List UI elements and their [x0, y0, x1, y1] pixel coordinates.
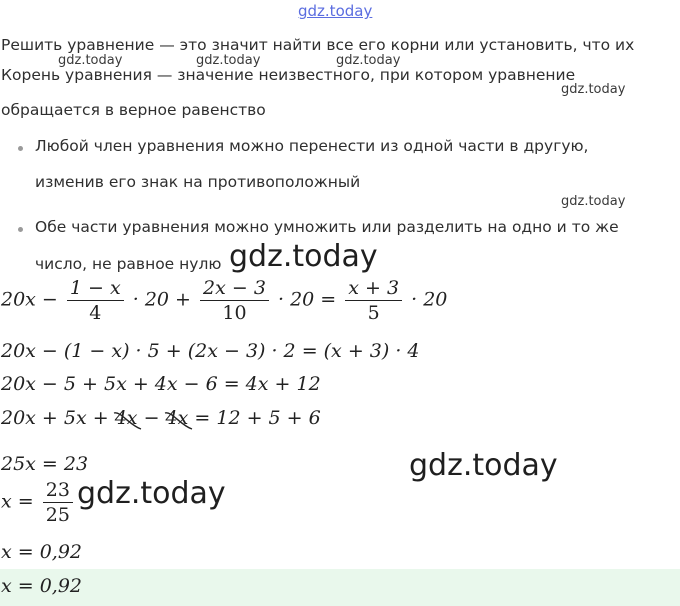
eq1-f3-denominator: 5 [367, 302, 380, 324]
equation-6 [1, 478, 76, 527]
definition-line-3: обращается в верное равенство [1, 101, 266, 119]
watermark-big: gdz.today [409, 448, 558, 483]
watermark-small: gdz.today [336, 53, 401, 68]
answer-highlight [0, 569, 680, 606]
eq1-part-d: · 20 [411, 288, 448, 311]
watermark-small: gdz.today [58, 53, 123, 68]
eq1-f3-numerator: x + 3 [348, 277, 400, 299]
eq1-part-a: 20x − [1, 288, 58, 311]
cancelled-term [115, 407, 144, 429]
watermark-small: gdz.today [196, 53, 261, 68]
equation-3: 20x − 5 + 5x + 4x − 6 = 4x + 12 [1, 373, 321, 395]
eq6-fraction [43, 478, 73, 527]
eq1-fraction-3 [345, 276, 402, 325]
cancelled-term-text: 4x [165, 407, 189, 429]
eq1-fraction-2 [200, 276, 269, 325]
watermark-small: gdz.today [561, 82, 626, 97]
equation-5: 25x = 23 [1, 453, 89, 475]
eq1-f1-denominator: 4 [89, 302, 102, 324]
rule-1-line-1: Любой член уравнения можно перенести из одной части в другую, [35, 137, 589, 155]
equation-2: 20x − (1 − x) · 5 + (2x − 3) · 2 = (x + 3) · 4 [1, 340, 420, 362]
eq4-part-c: = 12 + 5 + 6 [194, 407, 321, 429]
eq6-lhs: x = [1, 490, 34, 513]
watermark-small: gdz.today [561, 194, 626, 209]
definition-line-2: Корень уравнения — значение неизвестного, при котором уравнение [1, 66, 576, 84]
strikethrough-mark [113, 409, 143, 431]
strikethrough-mark [164, 409, 194, 431]
rule-2-line-1: Обе части уравнения можно умножить или разделить на одно и то же [35, 218, 619, 236]
cancelled-term-text: 4x [114, 407, 138, 429]
equation-4 [1, 407, 321, 429]
eq1-f1-numerator: 1 − x [69, 277, 121, 299]
watermark-top: gdz.today [298, 2, 373, 20]
watermark-big: gdz.today [229, 239, 378, 274]
eq4-part-b: − [143, 407, 160, 429]
equation-1 [1, 276, 447, 325]
eq4-part-a: 20x + 5x + [1, 407, 109, 429]
watermark-big: gdz.today [77, 476, 226, 511]
eq1-f2-denominator: 10 [222, 302, 247, 324]
rule-1-line-2: изменив его знак на противоположный [35, 173, 361, 191]
eq6-denominator: 25 [45, 504, 70, 526]
final-answer: x = 0,92 [1, 575, 83, 597]
equation-7: x = 0,92 [1, 541, 83, 563]
eq1-part-b: · 20 + [132, 288, 191, 311]
rule-2-line-2: число, не равное нулю [35, 255, 222, 273]
bullet-dot [18, 227, 23, 232]
eq1-fraction-1 [67, 276, 124, 325]
eq1-f2-numerator: 2x − 3 [203, 277, 266, 299]
eq1-part-c: · 20 = [277, 288, 337, 311]
definition-line-1: Решить уравнение — это значит найти все его корни или установить, что их [1, 36, 635, 54]
eq6-numerator: 23 [45, 479, 70, 501]
cancelled-term [166, 407, 195, 429]
bullet-dot [18, 146, 23, 151]
